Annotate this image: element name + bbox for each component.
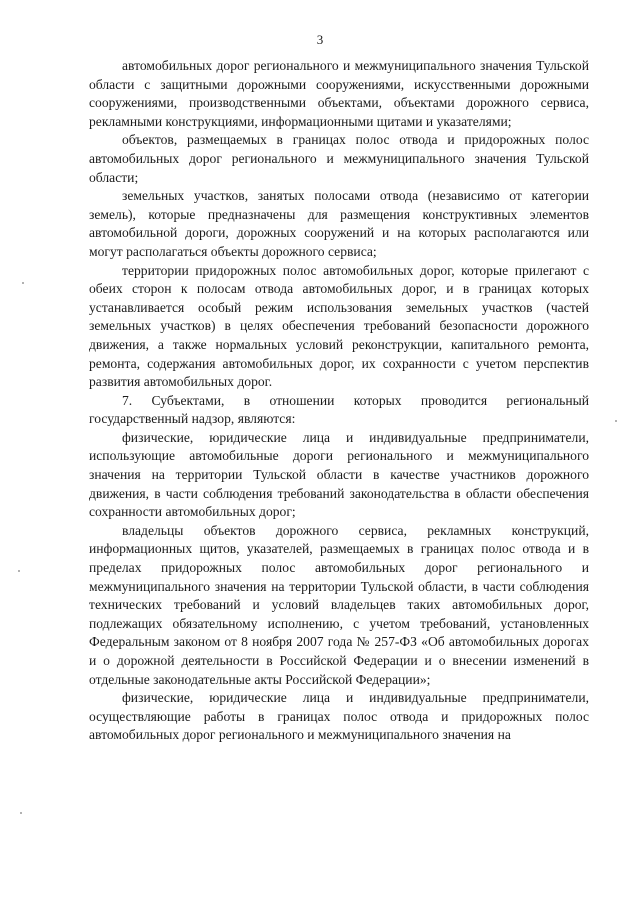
paragraph: владельцы объектов дорожного сервиса, рекламных конструкций, информационных щитов, указателей, размещаемых в границах полос отвода и в пределах придорожных полос автомобильных дорог регионального и межмуниципального значения на территории Тульской области, в части соблюдения технических требований и условий владельцев таких автомобильных дорог, подлежащих обязательному исполнению, с учетом требований, установленных Федеральным законом от 8 ноября 2007 года № 257-ФЗ «Об автомобильных дорогах и о дорожной деятельности в Российской Федерации и о внесении изменений в отдельные законодательные акты Российской Федерации»;	[89, 522, 589, 687]
paragraph: физические, юридические лица и индивидуальные предприниматели, использующие автомобильные дороги регионального и межмуниципального значения на территории Тульской области в качестве участников дорожного движения, в части соблюдения требований законодательства в области обеспечения сохранности автомобильных дорог;	[89, 429, 589, 520]
paragraph: автомобильных дорог регионального и межмуниципального значения Тульской области с защитными дорожными сооружениями, искусственными дорожными сооружениями, производственными объектами, объектами дорожного сервиса, рекламными конструкциями, информационными щитами и указателями;	[89, 58, 589, 129]
scan-speck	[18, 570, 20, 572]
paragraph: объектов, размещаемых в границах полос отвода и придорожных полос автомобильных дорог регионального и межмуниципального значения Тульской области;	[89, 132, 589, 185]
paragraph: земельных участков, занятых полосами отвода (независимо от категории земель), которые предназначены для размещения конструктивных элементов автомобильной дороги, дорожных сооружений и на которых располагаются или могут располагаться объекты дорожного сервиса;	[89, 188, 589, 259]
scan-speck	[615, 420, 617, 422]
paragraph: физические, юридические лица и индивидуальные предприниматели, осуществляющие работы в границах полос отвода и придорожных полос автомобильных дорог регионального и межмуниципального значения на	[89, 690, 589, 743]
document-body	[89, 57, 589, 745]
paragraph: 7. Субъектами, в отношении которых проводится региональный государственный надзор, являются:	[89, 392, 589, 427]
scan-speck	[20, 812, 22, 814]
paragraph: территории придорожных полос автомобильных дорог, которые прилегают с обеих сторон к полосам отвода автомобильных дорог, и в границах которых устанавливается особый режим использования земельных участков (частей земельных участков) в целях обеспечения требований безопасности дорожного движения, а также нормальных условий реконструкции, капитального ремонта, ремонта, содержания автомобильных дорог, их сохранности с учетом перспектив развития автомобильных дорог.	[89, 262, 589, 390]
scan-speck	[22, 282, 24, 284]
page-number: 3	[316, 32, 324, 47]
